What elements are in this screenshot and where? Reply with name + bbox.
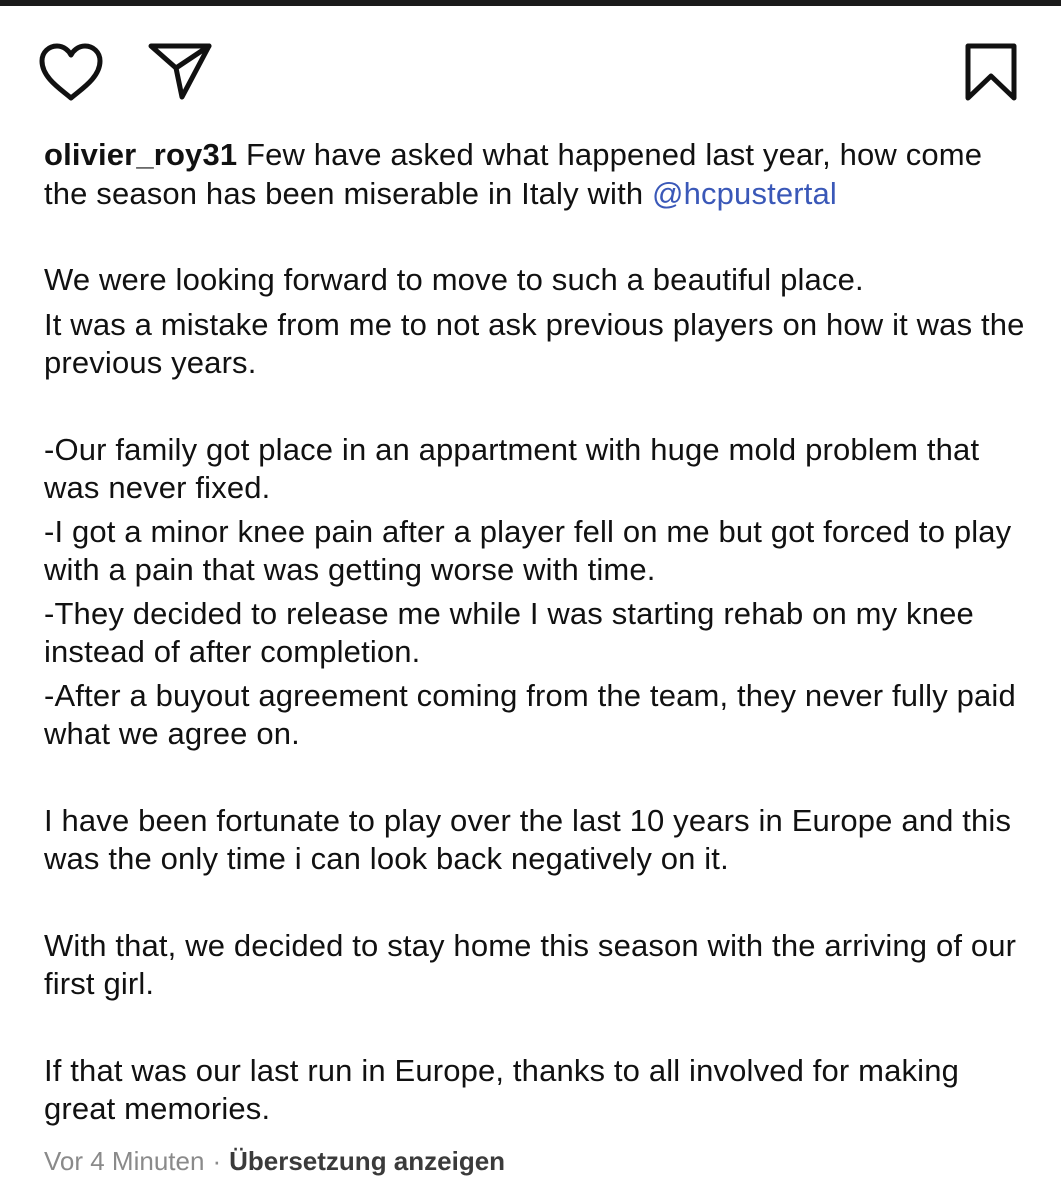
paragraph-gap: [44, 213, 1029, 261]
mention-link[interactable]: @hcpustertal: [652, 175, 837, 211]
caption-paragraph: -Our family got place in an appartment with huge mold problem that was never fixed.: [44, 431, 980, 505]
caption-paragraph: -They decided to release me while I was starting rehab on my knee instead of after completion.: [44, 595, 974, 669]
paragraph-gap: [44, 383, 1029, 431]
post-action-bar: [0, 0, 1061, 110]
paragraph-gap: [44, 754, 1029, 802]
show-translation-link[interactable]: Übersetzung anzeigen: [229, 1146, 506, 1176]
footer-separator: ·: [212, 1146, 222, 1176]
caption-paragraph: We were looking forward to move to such a beautiful place.: [44, 262, 864, 297]
caption-paragraph: -After a buyout agreement coming from the team, they never fully paid what we agree on.: [44, 677, 1016, 751]
save-button[interactable]: [964, 42, 1018, 102]
caption-paragraph: I have been fortunate to play over the last 10 years in Europe and this was the only time i can look back negatively on it.: [44, 802, 1012, 876]
bookmark-icon: [964, 42, 1018, 102]
paragraph-gap: [44, 1004, 1029, 1052]
share-button[interactable]: [146, 40, 214, 102]
paper-plane-icon: [146, 40, 214, 102]
caption-paragraph: -I got a minor knee pain after a player fell on me but got forced to play with a pain that was getting worse with time.: [44, 513, 1012, 587]
caption-paragraph: It was a mistake from me to not ask previous players on how it was the previous years.: [44, 306, 1025, 380]
paragraph-gap: [44, 879, 1029, 927]
caption-paragraph: With that, we decided to stay home this season with the arriving of our first girl.: [44, 927, 1017, 1001]
caption-paragraph: If that was our last run in Europe, thanks to all involved for making great memories.: [44, 1052, 959, 1126]
caption-intro-text: Few have asked what happened last year, how come the season has been miserable in Italy with: [44, 137, 983, 211]
caption-first-paragraph: [44, 136, 1029, 213]
post-footer: [44, 1141, 505, 1181]
post-timestamp: Vor 4 Minuten: [44, 1146, 205, 1176]
like-button[interactable]: [38, 42, 104, 102]
post-caption: [44, 136, 1029, 1129]
heart-icon: [38, 42, 104, 102]
username-link[interactable]: olivier_roy31: [44, 137, 238, 172]
